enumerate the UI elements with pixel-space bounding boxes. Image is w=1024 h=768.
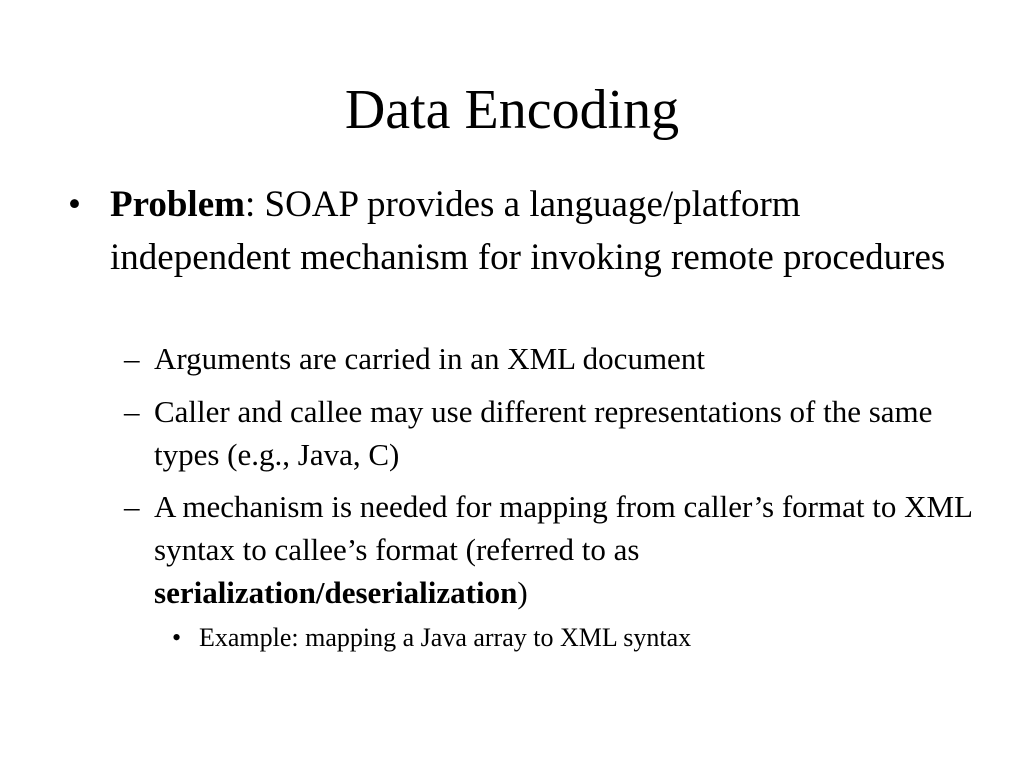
sub-point-arguments <box>124 337 984 380</box>
dash-icon: – <box>124 489 140 524</box>
sub-point-text: Arguments are carried in an XML document <box>154 341 705 376</box>
dash-icon: – <box>124 394 140 429</box>
sub-point-representations <box>124 390 984 476</box>
bullet-text: : SOAP provides a language/platform independent mechanism for invoking remote procedures <box>110 184 946 278</box>
sub-point-text: A mechanism is needed for mapping from caller’s format to XML syntax to callee’s format (referred to as <box>154 489 972 567</box>
bullet-point-problem <box>68 178 990 284</box>
sub-point-text-end: ) <box>517 575 528 610</box>
sub-sub-point-example <box>172 621 959 655</box>
slide-title: Data Encoding <box>344 79 680 141</box>
sub-sub-point-text: Example: mapping a Java array to XML syntax <box>199 623 692 652</box>
bullet-icon: • <box>172 623 182 652</box>
emphasis-serialization: serialization/deserialization <box>154 575 518 610</box>
sub-point-text: Caller and callee may use different representations of the same types (e.g., Java, C) <box>154 394 933 472</box>
slide-body <box>0 178 1024 738</box>
dash-icon: – <box>124 341 140 376</box>
bullet-lead-bold: Problem <box>110 184 245 225</box>
sub-point-mapping <box>124 485 984 614</box>
bullet-icon: • <box>68 184 81 225</box>
